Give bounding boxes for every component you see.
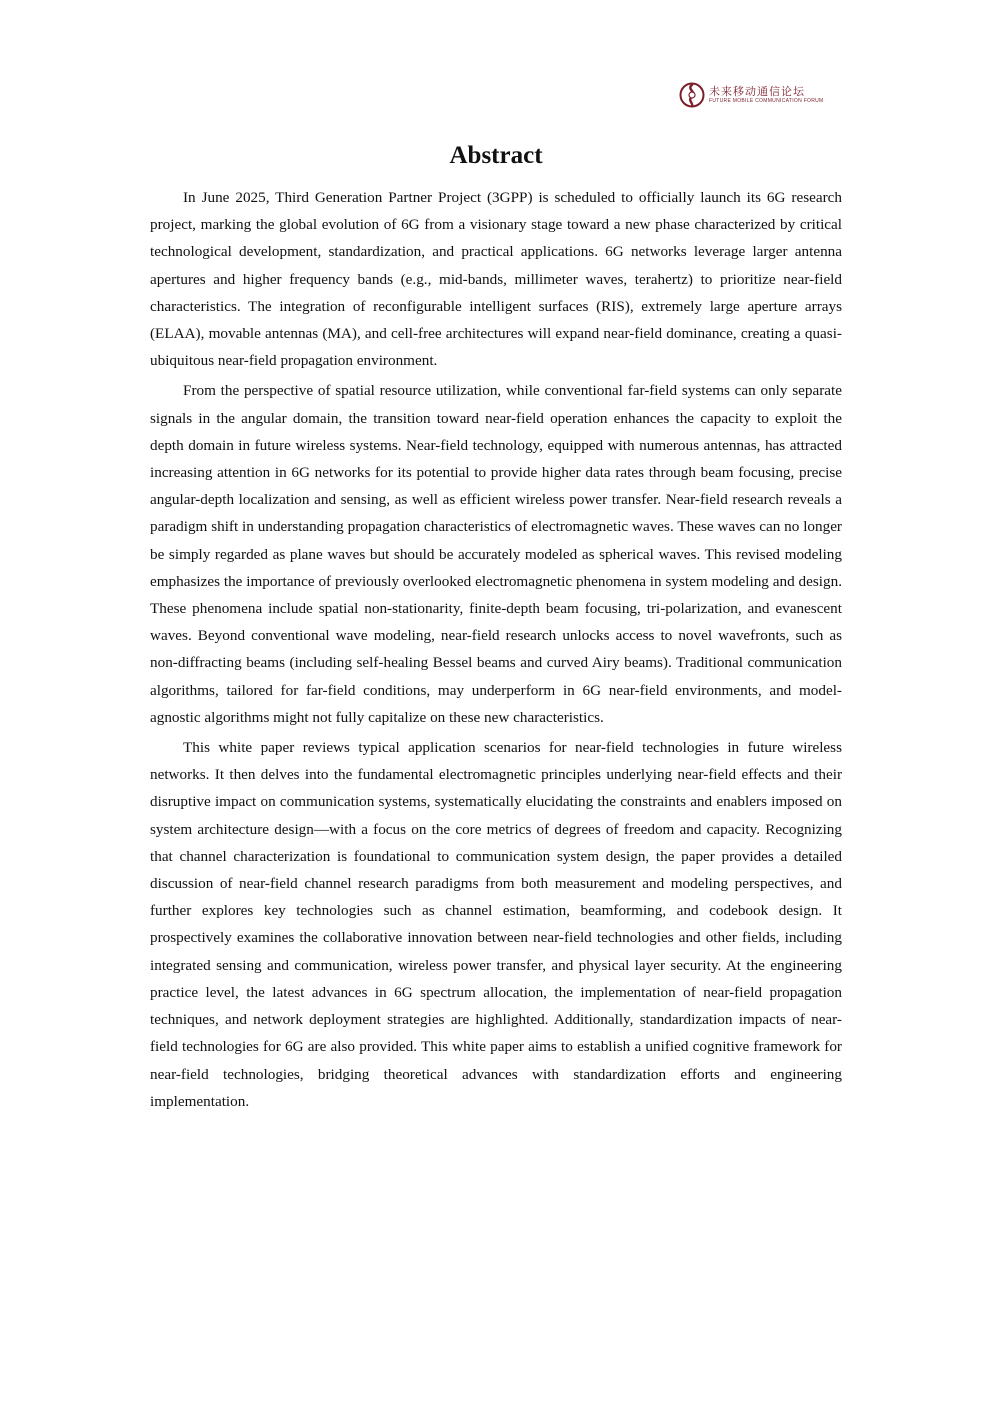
logo-text-english: FUTURE MOBILE COMMUNICATION FORUM	[709, 98, 824, 104]
document-body	[150, 130, 842, 1118]
page-title: Abstract	[449, 142, 543, 169]
logo-text	[709, 86, 824, 104]
paragraph-3: This white paper reviews typical application scenarios for near-field technologies in future wireless networks. It then delves into the fundamental electromagnetic principles underlying near-field effects and their disruptive impact on communication systems, systematically elucidating the constraints and enablers imposed on system architecture design—with a focus on the core metrics of degrees of freedom and capacity. Recognizing that channel characterization is foundational to communication system design, the paper provides a detailed discussion of near-field channel research paradigms from both measurement and modeling perspectives, and further explores key technologies such as channel estimation, beamforming, and codebook design. It prospectively examines the collaborative innovation between near-field technologies and other fields, including integrated sensing and communication, wireless power transfer, and physical layer security. At the engineering practice level, the latest advances in 6G spectrum allocation, the implementation of near-field propagation techniques, and network deployment strategies are highlighted. Additionally, standardization impacts of near-field technologies for 6G are also provided. This white paper aims to establish a unified cognitive framework for near-field technologies, bridging theoretical advances with standardization efforts and engineering implementation.	[150, 739, 842, 1110]
logo-text-chinese: 未来移动通信论坛	[709, 85, 805, 98]
header-logo	[679, 80, 829, 110]
paragraph-2: From the perspective of spatial resource utilization, while conventional far-field systems can only separate signals in the angular domain, the transition toward near-field operation enhances the capacity to exploit the depth domain in future wireless systems. Near-field technology, equipped with numerous antennas, has attracted increasing attention in 6G networks for its potential to provide higher data rates through beam focusing, precise angular-depth localization and sensing, as well as efficient wireless power transfer. Near-field research reveals a paradigm shift in understanding propagation characteristics of electromagnetic waves. These waves can no longer be simply regarded as plane waves but should be accurately modeled as spherical waves. This revised modeling emphasizes the importance of previously overlooked electromagnetic phenomena in system modeling and design. These phenomena include spatial non-stationarity, finite-depth beam focusing, tri-polarization, and evanescent waves. Beyond conventional wave modeling, near-field research unlocks access to novel wavefronts, such as non-diffracting beams (including self-healing Bessel beams and curved Airy beams). Traditional communication algorithms, tailored for far-field conditions, may underperform in 6G near-field environments, and model-agnostic algorithms might not fully capitalize on these new characteristics.	[150, 382, 842, 726]
forum-emblem-icon	[679, 82, 705, 108]
paragraph-1: In June 2025, Third Generation Partner Project (3GPP) is scheduled to officially launch its 6G research project, marking the global evolution of 6G from a visionary stage toward a new phase characterized by critical technological development, standardization, and practical applications. 6G networks leverage larger antenna apertures and higher frequency bands (e.g., mid-bands, millimeter waves, terahertz) to prioritize near-field characteristics. The integration of reconfigurable intelligent surfaces (RIS), extremely large aperture arrays (ELAA), movable antennas (MA), and cell-free architectures will expand near-field dominance, creating a quasi-ubiquitous near-field propagation environment.	[150, 189, 842, 370]
